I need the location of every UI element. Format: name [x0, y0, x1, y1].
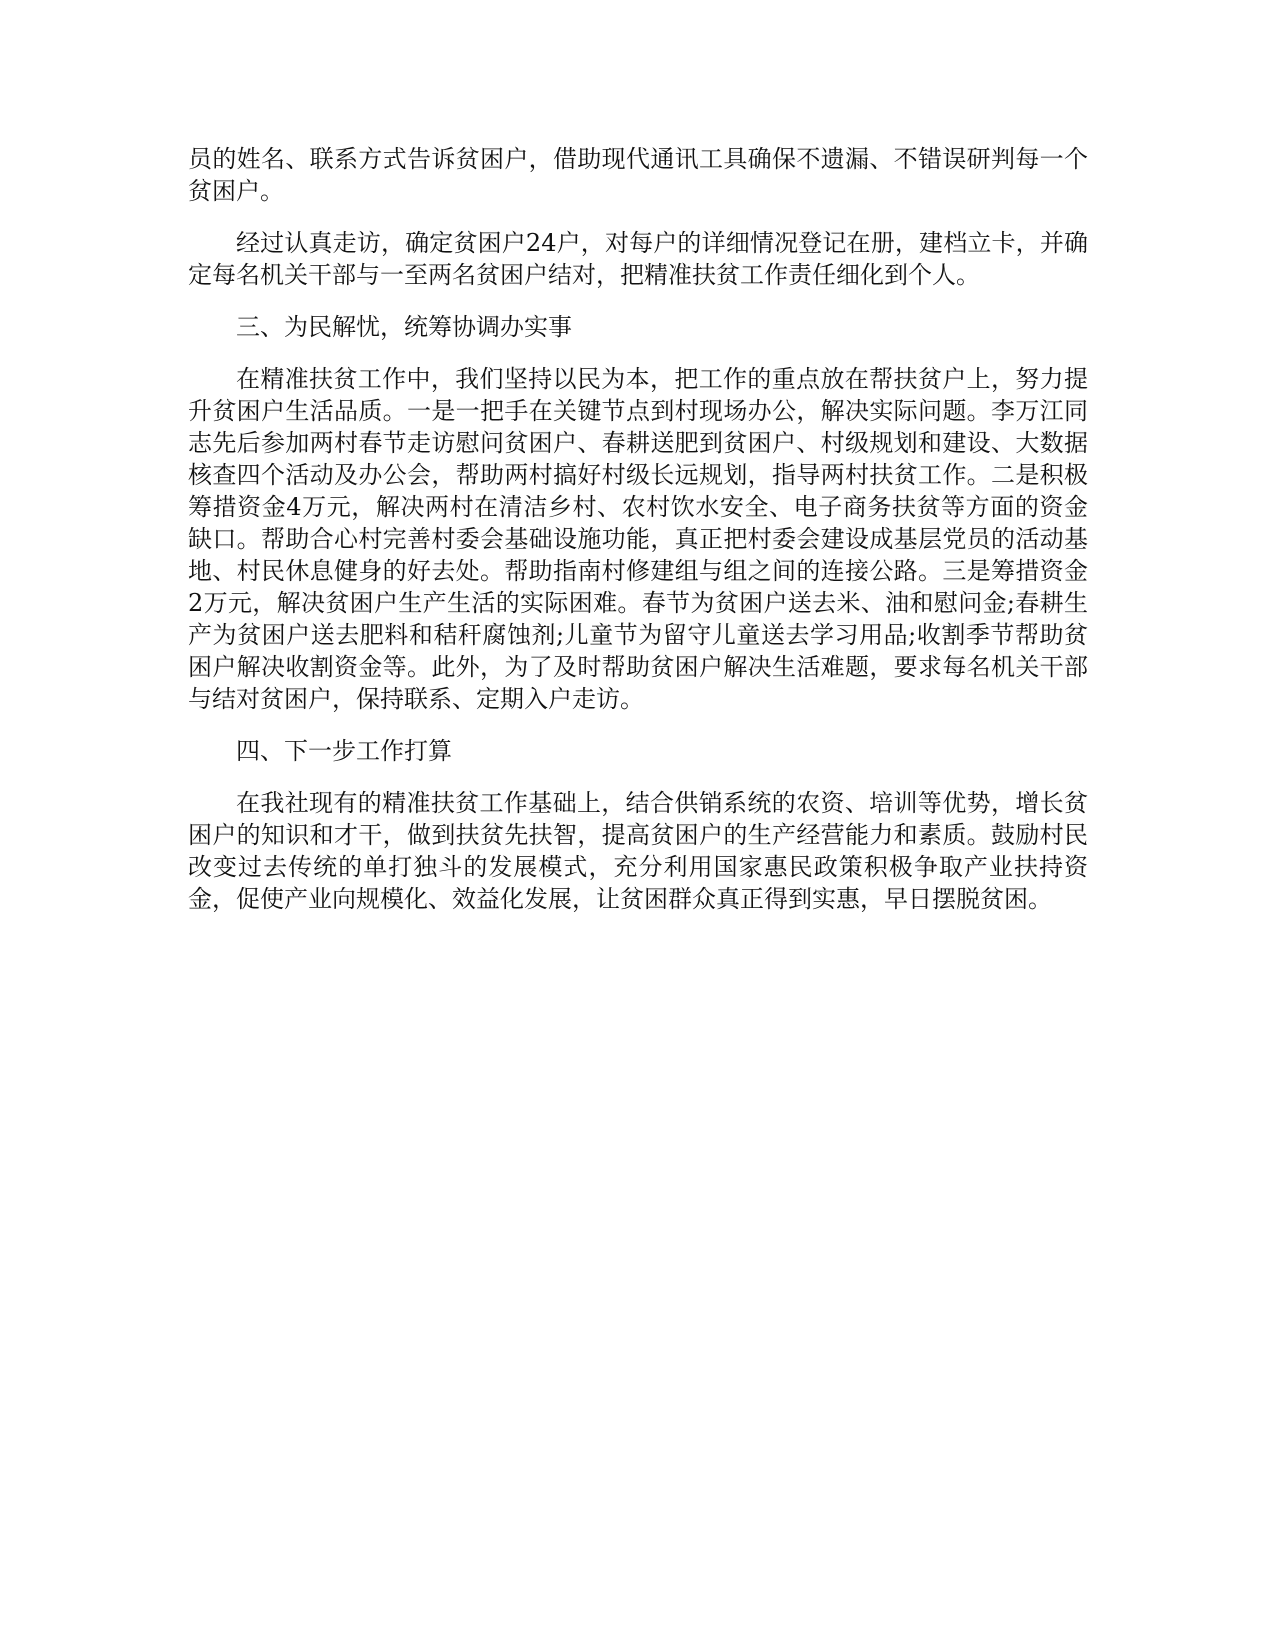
section-heading-4: 四、下一步工作打算 — [236, 737, 452, 765]
paragraph-continuation: 员的姓名、联系方式告诉贫困户，借助现代通讯工具确保不遗漏、不错误研判每一个贫困户。 — [188, 145, 1088, 205]
section-heading-3: 三、为民解忧，统筹协调办实事 — [236, 313, 572, 341]
document-body — [188, 143, 1088, 935]
paragraph-next-steps: 在我社现有的精准扶贫工作基础上，结合供销系统的农资、培训等优势，增长贫困户的知识和才干，做到扶贫先扶智，提高贫困户的生产经营能力和素质。鼓励村民改变过去传统的单打独斗的发展模式，充分利用国家惠民政策积极争取产业扶持资金，促使产业向规模化、效益化发展，让贫困群众真正得到实惠，早日摆脱贫困。 — [188, 789, 1088, 913]
paragraph-work-details: 在精准扶贫工作中，我们坚持以民为本，把工作的重点放在帮扶贫户上，努力提升贫困户生活品质。一是一把手在关键节点到村现场办公，解决实际问题。李万江同志先后参加两村春节走访慰问贫困户、春耕送肥到贫困户、村级规划和建设、大数据核查四个活动及办公会，帮助两村搞好村级长远规划，指导两村扶贫工作。二是积极筹措资金4万元，解决两村在清洁乡村、农村饮水安全、电子商务扶贫等方面的资金缺口。帮助合心村完善村委会基础设施功能，真正把村委会建设成基层党员的活动基地、村民休息健身的好去处。帮助指南村修建组与组之间的连接公路。三是筹措资金2万元，解决贫困户生产生活的实际困难。春节为贫困户送去米、油和慰问金;春耕生产为贫困户送去肥料和秸秆腐蚀剂;儿童节为留守儿童送去学习用品;收割季节帮助贫困户解决收割资金等。此外，为了及时帮助贫困户解决生活难题，要求每名机关干部与结对贫困户，保持联系、定期入户走访。 — [188, 365, 1088, 713]
paragraph-survey-result: 经过认真走访，确定贫困户24户，对每户的详细情况登记在册，建档立卡，并确定每名机关干部与一至两名贫困户结对，把精准扶贫工作责任细化到个人。 — [188, 229, 1088, 289]
